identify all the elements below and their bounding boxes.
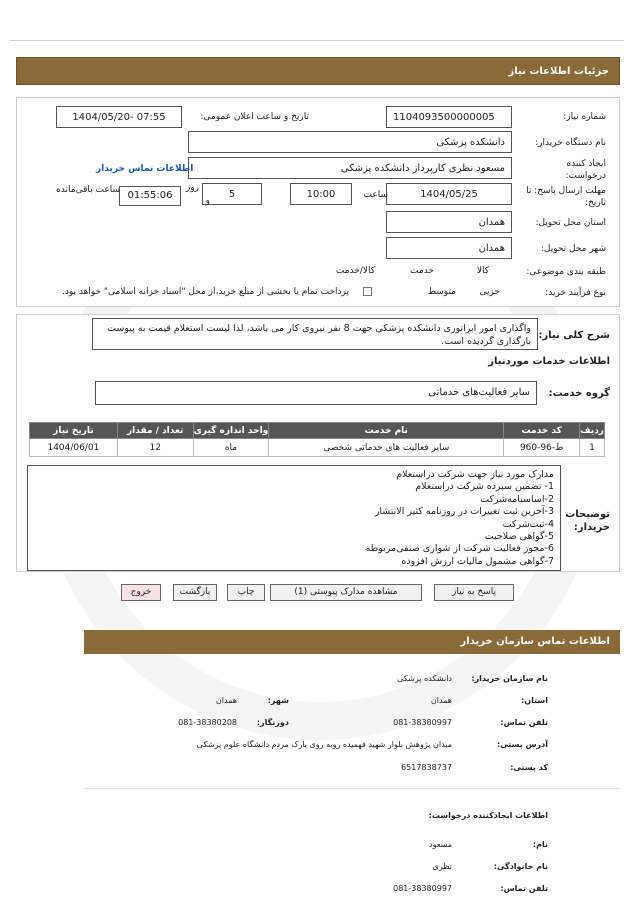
cell-service-name: سایر فعالیت های خدماتی شخصی [269, 439, 504, 457]
services-table-header [30, 423, 605, 439]
contact-org-label: نام سازمان خریدار: [471, 674, 548, 683]
contact-postal-label: کد پستی: [510, 763, 548, 772]
contact-province-value: همدان [430, 696, 452, 705]
cell-service-code: ط-96-960 [504, 439, 580, 457]
requester-label: ایجاد کننده درخواست: [565, 159, 606, 181]
note-line: 3-آخرین ثبت تغییرات در روزنامه کثیر الانتشار [374, 506, 554, 518]
creator-name-value: مسعود [429, 840, 452, 849]
contact-city-value: همدان [215, 696, 237, 705]
process-label: نوع فرآیند خرید: [545, 288, 606, 298]
treasury-checkbox[interactable] [363, 287, 372, 296]
col-service-code: کد خدمت [504, 423, 580, 439]
buyer-notes-label: توضیحات خریدار: [565, 509, 610, 533]
deadline-date-field: 1404/05/25 [386, 183, 512, 205]
contact-section-title: اطلاعات تماس سازمان خریدار [84, 630, 620, 654]
contact-divider [84, 788, 620, 789]
creator-phone-label: تلفن تماس: [500, 884, 548, 893]
buyer-notes-box [27, 465, 561, 571]
announce-date-field: 1404/05/20- 07:55 [56, 106, 182, 128]
contact-fax-value: 081-38380208 [178, 718, 237, 727]
note-line: 5-گواهی صلاحیت [484, 531, 554, 543]
buyer-contact-link[interactable]: اطلاعات تماس خریدار [96, 164, 194, 174]
contact-province-label: استان: [521, 696, 548, 705]
services-heading: اطلاعات خدمات موردنیاز [488, 356, 610, 367]
and-label: و [205, 196, 210, 206]
view-attachments-button[interactable]: مشاهده مدارک پیوستی (1) [270, 584, 422, 601]
service-group-field: سایر فعالیت‌های خدماتی [95, 381, 537, 405]
contact-city-label: شهر: [267, 696, 289, 705]
days-label: روز [185, 183, 199, 193]
cell-unit: ماه [193, 439, 269, 457]
deadline-time-label: ساعت [363, 190, 388, 200]
top-divider [10, 40, 624, 41]
note-line: 2-اساسنامه‌شرکت [480, 493, 554, 505]
exit-button[interactable]: خروج [121, 584, 161, 601]
services-table [29, 422, 605, 457]
process-medium-label: متوسط [427, 287, 456, 297]
note-line: 1- تضمین سپرده شرکت دراستعلام [415, 481, 554, 493]
need-number-field: 1104093500000005 [386, 106, 512, 128]
contact-phone-value: 081-38380997 [393, 718, 452, 727]
contact-address-label: آدرس پستی: [497, 740, 548, 749]
remaining-time-field: 01:55:06 [119, 186, 181, 206]
category-goods-service-label: کالا/خدمت [335, 266, 375, 276]
col-unit: واحد اندازه گیری [193, 423, 269, 439]
back-button[interactable]: بازگشت [173, 584, 217, 601]
col-service-name: نام خدمت [269, 423, 504, 439]
cell-need-date: 1404/06/01 [30, 439, 118, 457]
print-button[interactable]: چاپ [227, 584, 265, 601]
col-quantity: تعداد / مقدار [117, 423, 193, 439]
deadline-label: مهلت ارسال پاسخ: تا تاریخ: [526, 186, 606, 208]
buyer-org-label: نام دستگاه خریدار: [535, 138, 606, 148]
creator-family-label: نام خانوادگی: [493, 862, 548, 871]
contact-fax-label: دورنگار: [256, 718, 289, 727]
contact-address-value: میدان پژوهش بلوار شهید فهمیده روبه روی پارک مردم دانشگاه علوم پزشکی [196, 740, 452, 749]
announce-date-label: تاریخ و ساعت اعلان عمومی: [200, 112, 309, 122]
cell-row: 1 [580, 439, 605, 457]
process-minor-label: جزیی [479, 287, 500, 297]
note-line: 7-گواهی مشمول مالیات ارزش افزوده [401, 555, 554, 567]
remaining-time-label: ساعت باقی‌مانده [56, 185, 120, 195]
summary-label: شرح کلی نیاز: [538, 330, 610, 341]
buyer-org-field: دانشکده پزشکی [188, 131, 512, 153]
summary-text: واگذاری امور ابراتوری دانشکده پزشکی جهت 8 نفر نیروی کار می باشد، لذا لیست استعلام قیمت به پیوست بارگذاری گردیده است. [92, 318, 538, 350]
days-field: 5 [202, 183, 262, 205]
cell-quantity: 12 [117, 439, 193, 457]
category-service-label: خدمت [410, 266, 434, 276]
deadline-time-field: 10:00 [290, 183, 352, 205]
table-row [30, 439, 605, 457]
province-field: همدان [386, 211, 512, 233]
contact-phone-label: تلفن تماس: [500, 718, 548, 727]
reply-button[interactable]: پاسخ به نیاز [434, 584, 514, 601]
contact-org-value: دانشکده پزشکی [397, 674, 452, 683]
page-title: جزئیات اطلاعات نیاز [16, 57, 620, 85]
requester-field: مسعود نظری کارپرداز دانشکده پزشکی [188, 157, 512, 179]
note-line: 6-مجوز فعالیت شرکت از شوارى صنفى‌مربوطه [365, 543, 554, 555]
category-label: طبقه بندی موضوعی: [526, 267, 606, 277]
creator-family-value: نظری [432, 862, 452, 871]
need-number-label: شماره نیاز: [563, 112, 606, 122]
note-line: 4-ثبت‌شرکت [502, 518, 554, 530]
note-line: مدارک مورد نیاز جهت شرکت دراستعلام [396, 469, 554, 480]
city-label: شهر محل تحویل: [540, 244, 606, 254]
col-row: ردیف [580, 423, 605, 439]
creator-phone-value: 081-38380997 [393, 884, 452, 893]
payment-note: پرداخت تمام یا بخشی از مبلغ خرید،از محل "اسناد خزانه اسلامی" خواهد بود. [61, 287, 349, 297]
creator-section-title: اطلاعات ایجادکننده درخواست: [428, 811, 548, 820]
contact-postal-value: 6517838737 [401, 763, 452, 772]
category-goods-label: کالا [476, 266, 489, 276]
city-field: همدان [386, 237, 512, 259]
service-group-label: گروه خدمت: [548, 388, 610, 399]
province-label: استان محل تحویل: [535, 218, 606, 228]
col-need-date: تاریخ نیاز [30, 423, 118, 439]
creator-name-label: نام: [532, 840, 548, 849]
